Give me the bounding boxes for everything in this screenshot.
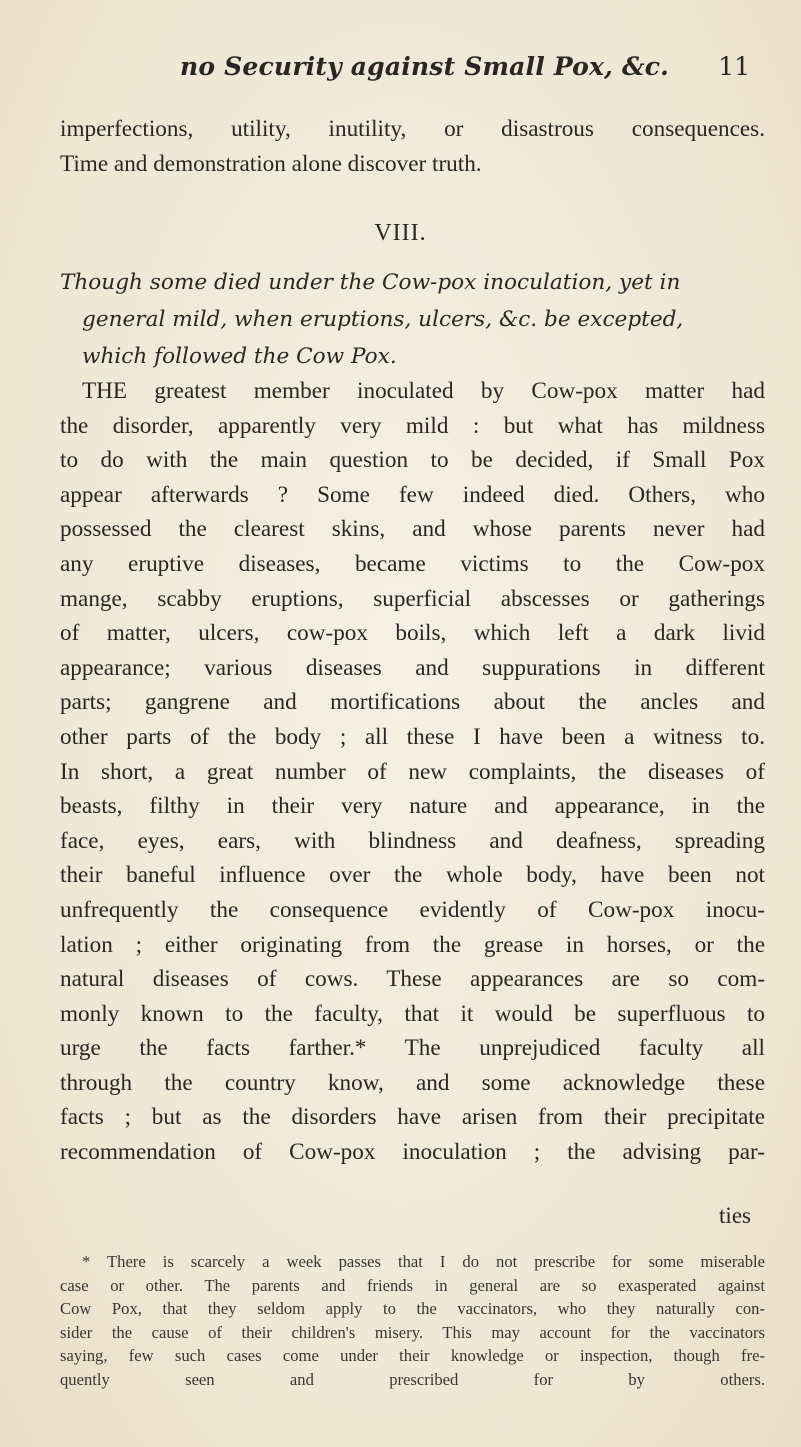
text-line: natural diseases of cows. These appearances are so com- xyxy=(60,966,765,993)
text-line: their baneful influence over the whole body, have been not xyxy=(60,862,765,889)
running-head xyxy=(150,52,750,92)
text-line: facts ; but as the disorders have arisen from their precipitate xyxy=(60,1104,765,1131)
text-line: to do with the main question to be decided, if Small Pox xyxy=(60,447,765,474)
text-line: any eruptive diseases, became victims to the Cow-pox xyxy=(60,550,765,577)
text-line: possessed the clearest skins, and whose parents never had xyxy=(60,516,765,543)
text-line: face, eyes, ears, with blindness and deafness, spreading xyxy=(60,827,765,854)
text-line: appearance; various diseases and suppurations in different xyxy=(60,654,765,681)
section-number: VIII. xyxy=(374,220,427,246)
text-line: parts; gangrene and mortifications about the ancles and xyxy=(60,689,765,716)
text-line: beasts, filthy in their very nature and appearance, in the xyxy=(60,793,765,820)
heading-line: Though some died under the Cow-pox inoculation, yet in xyxy=(60,270,681,295)
footnote-line: Cow Pox, that they seldom apply to the vaccinators, who they naturally con- xyxy=(60,1299,765,1318)
text-line: Time and demonstration alone discover truth. xyxy=(60,150,482,177)
text-line: urge the facts farther.* The unprejudiced faculty all xyxy=(60,1035,765,1062)
text-line: of matter, ulcers, cow-pox boils, which left a dark livid xyxy=(60,620,765,647)
main-paragraph xyxy=(60,374,765,1170)
text-line: the disorder, apparently very mild : but what has mildness xyxy=(60,412,765,439)
page-number: 11 xyxy=(718,52,750,81)
running-title: no Security against Small Pox, &c. xyxy=(180,52,670,81)
text-line: through the country know, and some acknowledge these xyxy=(60,1069,765,1096)
heading-line: general mild, when eruptions, ulcers, &c. be excepted, xyxy=(82,307,684,332)
text-line: lation ; either originating from the grease in horses, or the xyxy=(60,931,765,958)
footnote-line: quently seen and prescribed for by others. xyxy=(60,1369,765,1389)
text-line: monly known to the faculty, that it would be superfluous to xyxy=(60,1000,765,1027)
heading-line: which followed the Cow Pox. xyxy=(82,344,397,369)
text-line: recommendation of Cow-pox inoculation ; the advising par- xyxy=(60,1139,765,1166)
footnote-line: * There is scarcely a week passes that I do not prescribe for some miserable xyxy=(82,1252,765,1271)
text-line: appear afterwards ? Some few indeed died. Others, who xyxy=(60,481,765,508)
catchword: ties xyxy=(719,1203,751,1228)
intro-text xyxy=(60,112,765,181)
footnote-line: saying, few such cases come under their knowledge or inspection, though fre- xyxy=(60,1346,765,1365)
footnote-line: case or other. The parents and friends in general are so exasperated against xyxy=(60,1275,765,1295)
text-line: mange, scabby eruptions, superficial abscesses or gatherings xyxy=(60,585,765,612)
text-line: THE greatest member inoculated by Cow-pox matter had xyxy=(82,378,765,404)
footnote-line: sider the cause of their children's misery. This may account for the vaccinators xyxy=(60,1322,765,1342)
text-line: other parts of the body ; all these I have been a witness to. xyxy=(60,723,765,750)
text-line: In short, a great number of new complaints, the diseases of xyxy=(60,758,765,785)
text-line: imperfections, utility, inutility, or disastrous consequences. xyxy=(60,116,765,142)
text-line: unfrequently the consequence evidently of Cow-pox inocu- xyxy=(60,896,765,923)
section-heading xyxy=(60,264,765,375)
footnote xyxy=(60,1250,765,1391)
